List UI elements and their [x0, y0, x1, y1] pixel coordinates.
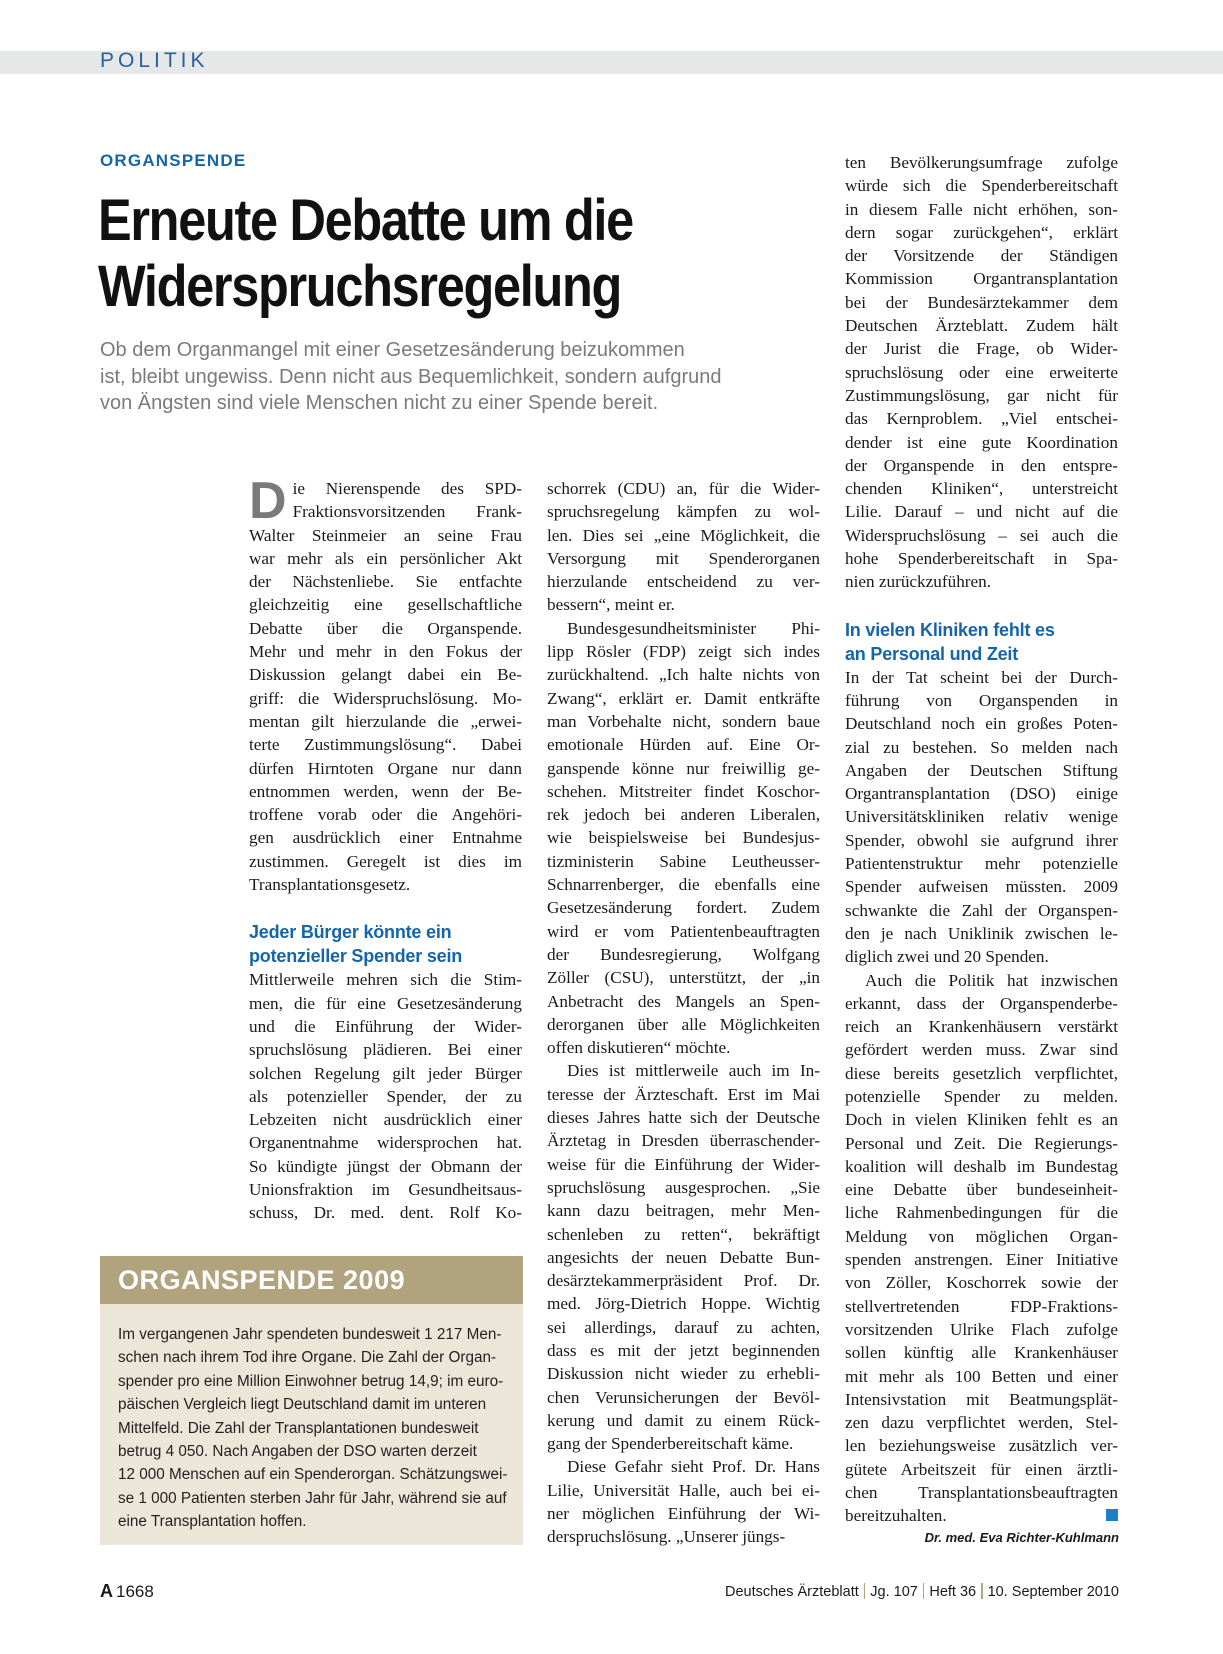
text-line: hierzulande entscheidend zu ver- — [547, 572, 820, 592]
text-line: men, die für eine Gesetzesänderung — [249, 993, 522, 1013]
journal-volume: Jg. 107 — [870, 1584, 918, 1600]
column-1-body — [249, 968, 522, 1224]
text-line: Mehr und mehr in den Fokus der — [249, 642, 522, 662]
text-line: schwankte die Zahl der Organspen- — [845, 900, 1118, 920]
text-line: liche Rahmenbedingungen für die — [845, 1203, 1118, 1223]
text-line: der Vorsitzende der Ständigen — [845, 246, 1118, 266]
text-line: Meldung von möglichen Organ- — [845, 1226, 1118, 1246]
info-box-body — [100, 1304, 523, 1534]
text-line: eine Debatte über bundeseinheit- — [845, 1180, 1118, 1200]
article-column-2 — [547, 477, 820, 1549]
text-line: Diese Gefahr sieht Prof. Dr. Hans — [567, 1457, 820, 1477]
info-box-line: Im vergangenen Jahr spendeten bundesweit 1 217 Men- — [118, 1326, 502, 1343]
text-line: schenleben zu retten“, bekräftigt — [547, 1224, 820, 1244]
text-line: bereitzuhalten. — [845, 1504, 1118, 1527]
text-line: spruchsregelung kämpfen zu wol- — [547, 502, 820, 522]
text-line: Kommission Organtransplantation — [845, 269, 1118, 289]
text-line: Diskussion nicht wieder zu erhebli- — [547, 1364, 820, 1384]
text-line: Anbetracht des Mangels an Spen- — [547, 991, 820, 1011]
text-line: dieses Jahres hatte sich der Deutsche — [547, 1108, 820, 1128]
lead-line: ist, bleibt ungewiss. Denn nicht aus Bequemlichkeit, sondern aufgrund — [100, 365, 722, 388]
text-line: Deutschen Ärzteblatt. Zudem hält — [845, 316, 1118, 336]
text-line: Widerspruchslösung – sei auch die — [845, 525, 1118, 545]
headline-line: Widerspruchsregelung — [98, 254, 622, 319]
info-box-line: schen nach ihrem Tod ihre Organe. Die Zahl der Organ- — [118, 1349, 497, 1367]
journal-issue: Heft 36 — [929, 1584, 977, 1600]
text-line: terte Zustimmungslösung“. Dabei — [249, 735, 522, 755]
text-line: Zwang“, erklärt er. Damit entkräfte — [547, 688, 820, 708]
paragraph-gap — [249, 896, 522, 920]
text-line: solchen Regelung gilt jeder Bürger — [249, 1063, 522, 1083]
text-line: Lebzeiten nicht ausdrücklich einer — [249, 1110, 522, 1130]
text-line: Schnarrenberger, die ebenfalls eine — [547, 875, 820, 895]
text-line: Walter Steinmeier an seine Frau — [249, 525, 522, 545]
column-1-intro — [249, 472, 522, 896]
text-line: angesichts der neuen Debatte Bun- — [547, 1247, 820, 1267]
text-line: Personal und Zeit. Die Regierungs- — [845, 1133, 1118, 1153]
text-line: derorganen über alle Möglichkeiten — [547, 1014, 820, 1034]
text-line: war mehr als ein persönlicher Akt — [249, 548, 522, 568]
footer-separator — [923, 1583, 925, 1599]
info-box-line: päischen Vergleich liegt Deutschland damit im unteren — [118, 1396, 487, 1414]
text-line: desärztekammerpräsident Prof. Dr. — [547, 1271, 820, 1291]
text-line: Intensivstation mit Beatmungsplät- — [845, 1389, 1118, 1409]
text-line: kann dazu beitragen, mehr Men- — [547, 1201, 820, 1221]
end-mark-icon — [1106, 1509, 1118, 1521]
page-number — [100, 1581, 154, 1602]
text-line: Dies ist mittlerweile auch im In- — [567, 1061, 820, 1081]
text-line: chen Verunsicherungen der Bevöl- — [547, 1387, 820, 1407]
journal-footer — [725, 1583, 1119, 1600]
text-line: erkannt, dass der Organspenderbe- — [845, 993, 1118, 1013]
text-line: Lilie. Darauf – und nicht auf die — [845, 502, 1118, 522]
footer-separator — [864, 1583, 866, 1599]
text-line: Versorgung mit Spenderorganen — [547, 548, 820, 568]
text-line: das Kernproblem. „Viel entschei- — [845, 409, 1118, 429]
text-line: weise für die Einführung der Wider- — [547, 1154, 820, 1174]
text-line: bessern“, meint er. — [547, 595, 675, 615]
text-line: Lilie, Universität Halle, auch bei ei- — [547, 1480, 820, 1500]
text-line: Gesetzesänderung fordert. Zudem — [547, 898, 820, 918]
column-2-body — [547, 477, 820, 1549]
text-line: Auch die Politik hat inzwischen — [865, 970, 1118, 990]
text-line: dürfen Hirntoten Organe nur dann — [249, 758, 522, 778]
info-box-line: 12 000 Menschen auf ein Spenderorgan. Schätzungswei- — [118, 1466, 508, 1484]
text-line: In der Tat scheint bei der Durch- — [845, 667, 1118, 687]
text-line: sollen künftig alle Krankenhäuser — [845, 1343, 1118, 1363]
subheading-1: potenzieller Spender sein — [249, 946, 463, 967]
text-line: Angaben der Deutschen Stiftung — [845, 760, 1118, 780]
text-line: len. Dies sei „eine Möglichkeit, die — [547, 525, 820, 545]
text-line: gefördert werden muss. Zwar sind — [845, 1040, 1118, 1060]
text-line: Debatte über die Organspende. — [249, 618, 522, 638]
text-line: man Vorbehalte nicht, sondern baue — [547, 711, 820, 731]
text-line: ner möglichen Einführung der Wi- — [547, 1504, 820, 1524]
text-line: So kündigte jüngst der Obmann der — [249, 1156, 522, 1176]
text-line: gütete Arbeitszeit für einen ärztli- — [845, 1459, 1118, 1479]
article-lead — [100, 337, 825, 417]
article-kicker: ORGANSPENDE — [100, 151, 247, 170]
text-line: ie Nierenspende des SPD- — [292, 479, 522, 498]
text-line: und die Einführung der Wider- — [249, 1016, 522, 1036]
page-number-value: 1668 — [116, 1582, 154, 1601]
text-line: als potenzieller Spender, der zu — [249, 1086, 522, 1106]
text-line: ten Bevölkerungsumfrage zufolge — [845, 153, 1118, 172]
text-line: nien zurückzuführen. — [845, 572, 992, 592]
text-line: entnommen werden, wenn der Be- — [249, 781, 522, 801]
text-line: mit mehr als 100 Betten und einer — [845, 1366, 1118, 1386]
text-line: med. Jörg-Dietrich Hoppe. Wichtig — [547, 1294, 820, 1314]
text-line: von Zöller, Koschorrek sowie der — [845, 1273, 1118, 1293]
text-line: len beziehungsweise zusätzlich ver- — [845, 1436, 1118, 1456]
text-line: tizministerin Sabine Leutheusser- — [547, 851, 820, 871]
info-box-line: se 1 000 Patienten sterben Jahr für Jahr, während sie auf — [118, 1489, 507, 1507]
text-line: schuss, Dr. med. dent. Rolf Ko- — [249, 1203, 522, 1223]
text-line: derspruchslösung. „Unserer jüngs- — [547, 1527, 786, 1547]
text-line: chen Transplantationsbeauftragten — [845, 1483, 1118, 1503]
text-line: koalition will deshalb im Bundestag — [845, 1156, 1118, 1176]
text-line: Mittlerweile mehren sich die Stim- — [249, 970, 522, 990]
text-line: wird er vom Patientenbeauftragten — [547, 921, 820, 941]
text-line: der Jurist die Frage, ob Wider- — [845, 339, 1118, 359]
text-line: griff: die Widerspruchslösung. Mo- — [249, 688, 522, 708]
text-line: zial zu bestehen. So melden nach — [845, 737, 1118, 757]
text-line: Deutschland noch ein großes Poten- — [845, 714, 1118, 734]
text-line: spruchslösung ausgesprochen. „Sie — [547, 1177, 820, 1197]
text-line: gang der Spenderbereitschaft käme. — [547, 1434, 794, 1454]
column-3-body-cont — [845, 666, 1118, 1528]
text-line: diglich zwei und 20 Spenden. — [845, 947, 1049, 967]
text-line: dern sogar zurückgehen“, erklärt — [845, 222, 1118, 242]
text-line: Ärztetag in Dresden überraschender- — [547, 1131, 820, 1151]
subheading-2: an Personal und Zeit — [845, 643, 1019, 664]
text-line: würde sich die Spenderbereitschaft — [845, 176, 1118, 196]
text-line: vorsitzenden Ulrike Flach zufolge — [845, 1319, 1118, 1339]
info-box-title: ORGANSPENDE 2009 — [100, 1256, 523, 1304]
info-box-line: spender pro eine Million Einwohner betrug 14,9; im euro- — [118, 1372, 504, 1390]
text-line: spenden anstrengen. Einer Initiative — [845, 1250, 1118, 1270]
paragraph-gap — [845, 594, 1118, 618]
text-line: gen ausdrücklich einer Entnahme — [249, 828, 522, 848]
text-line: spruchslösung plädieren. Bei einer — [249, 1040, 522, 1060]
text-line: Diskussion gelangt dabei ein Be- — [249, 665, 522, 685]
text-line: Universitätskliniken relativ wenige — [845, 807, 1118, 827]
journal-name: Deutsches Ärzteblatt — [724, 1584, 859, 1600]
section-label: POLITIK — [100, 49, 209, 72]
article-headline — [98, 188, 724, 320]
text-line: teresse der Ärzteschaft. Erst im Mai — [547, 1084, 820, 1104]
lead-line: Ob dem Organmangel mit einer Gesetzesänderung beizukommen — [100, 339, 685, 361]
subheading-1: Jeder Bürger könnte ein — [249, 922, 452, 943]
text-line: Zustimmungslösung, gar nicht für — [845, 385, 1118, 405]
text-line: emotionale Hürden auf. Eine Or- — [547, 735, 820, 755]
text-line: der Organspende in den entspre- — [845, 455, 1118, 475]
text-line: Zöller (CSU), unterstützt, der „in — [547, 968, 820, 988]
text-line: Organtransplantation (DSO) einige — [845, 784, 1118, 804]
text-line: zustimmen. Geregelt ist dies im — [249, 851, 522, 871]
text-line: zurückhaltend. „Ich halte nichts von — [547, 665, 820, 685]
text-line: Organentnahme widersprochen hat. — [249, 1133, 522, 1153]
text-line: Unionsfraktion im Gesundheitsaus- — [249, 1180, 522, 1200]
page-prefix: A — [100, 1581, 113, 1601]
subheading-2: In vielen Kliniken fehlt es — [845, 619, 1055, 640]
info-box — [100, 1256, 523, 1545]
text-line: schehen. Mitstreiter findet Koschor- — [547, 781, 820, 801]
lead-line: von Ängsten sind viele Menschen nicht zu einer Spende bereit. — [100, 392, 659, 414]
text-line: in diesem Falle nicht erhöhen, son- — [845, 199, 1118, 219]
info-box-line: betrug 4 050. Nach Angaben der DSO warten derzeit — [118, 1443, 477, 1461]
text-line: zen dazu verpflichtet werden, Stel- — [845, 1413, 1118, 1433]
headline-line: Erneute Debatte um die — [98, 188, 633, 253]
article-column-1 — [249, 472, 522, 1225]
text-line: ganspende könne nur freiwillig ge- — [547, 758, 820, 778]
text-line: rek jedoch bei anderen Liberalen, — [547, 805, 820, 825]
text-line: der Nächstenliebe. Sie entfachte — [249, 572, 522, 592]
article-column-3 — [845, 151, 1118, 1528]
text-line: kerung und damit zu einem Rück- — [547, 1410, 820, 1430]
text-line: mentan gilt hierzulande die „erwei- — [249, 711, 522, 731]
text-line: dender ist eine gute Koordination — [845, 432, 1118, 452]
author-byline: Dr. med. Eva Richter-Kuhlmann — [924, 1530, 1119, 1545]
info-box-line: eine Transplantation hoffen. — [118, 1513, 307, 1531]
footer-separator — [981, 1583, 983, 1599]
text-line: Fraktionsvorsitzenden Frank- — [292, 502, 522, 522]
text-line: chenden Kliniken“, unterstreicht — [845, 479, 1118, 499]
text-line: schorrek (CDU) an, für die Wider- — [547, 479, 820, 498]
text-line: troffene vorab oder die Angehöri- — [249, 805, 522, 825]
info-box-line: Mittelfeld. Die Zahl der Transplantationen bundesweit — [118, 1419, 479, 1437]
text-line: Spender, obwohl sie aufgrund ihrer — [845, 830, 1118, 850]
text-line: sei allerdings, darauf zu achten, — [547, 1317, 820, 1337]
text-line: spruchslösung oder eine erweiterte — [845, 362, 1118, 382]
text-line: wie beispielsweise bei Bundesjus- — [547, 828, 820, 848]
column-3-body — [845, 151, 1118, 594]
text-line: führung von Organspenden in — [845, 690, 1118, 710]
text-line: Spender aufweisen müssten. 2009 — [845, 877, 1118, 897]
text-line: lipp Rösler (FDP) zeigt sich indes — [547, 642, 820, 662]
journal-date: 10. September 2010 — [987, 1584, 1119, 1600]
text-line: potenzielle Spender zu melden. — [845, 1086, 1118, 1106]
text-line: der Bundesregierung, Wolfgang — [547, 944, 820, 964]
text-line: diese bereits gesetzlich verpflichtet, — [845, 1063, 1118, 1083]
text-line: Patientenstruktur mehr potenzielle — [845, 854, 1118, 874]
text-line: dass es mit der jetzt beginnenden — [547, 1340, 820, 1360]
text-line: reich an Krankenhäusern verstärkt — [845, 1017, 1118, 1037]
text-line: Doch in vielen Kliniken fehlt es an — [845, 1110, 1118, 1130]
text-line: hohe Spenderbereitschaft in Spa- — [845, 549, 1118, 569]
text-line: gleichzeitig eine gesellschaftliche — [249, 595, 522, 615]
drop-cap: D — [249, 472, 287, 530]
text-line: Transplantationsgesetz. — [249, 875, 411, 895]
text-line: den je nach Uniklinik zwischen le- — [845, 923, 1118, 943]
text-line: offen diskutieren“ möchte. — [547, 1038, 731, 1058]
text-line: bei der Bundesärztekammer dem — [845, 292, 1118, 312]
text-line: stellvertretenden FDP-Fraktions- — [845, 1296, 1118, 1316]
text-line: Bundesgesundheitsminister Phi- — [567, 618, 820, 638]
